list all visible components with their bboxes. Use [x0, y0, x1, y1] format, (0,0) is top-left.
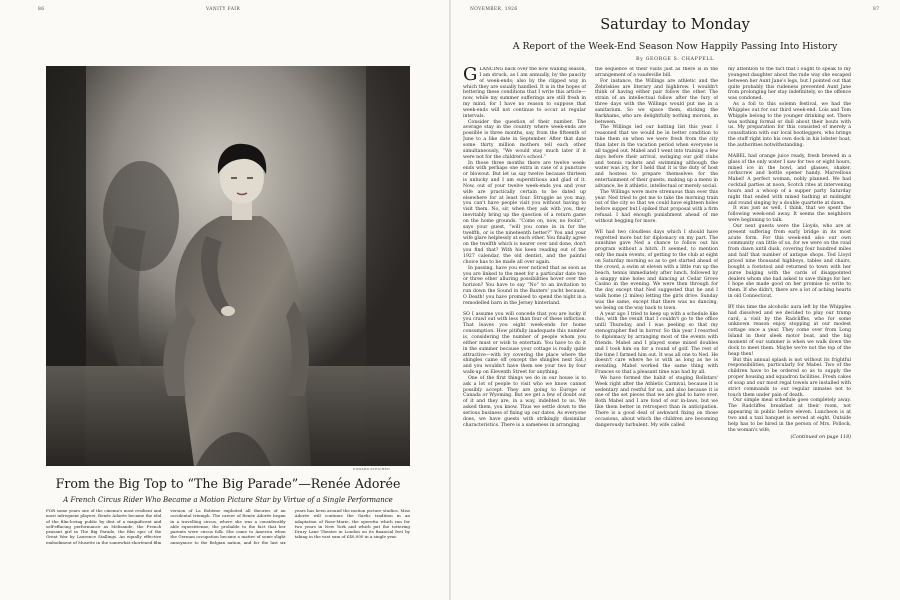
article-title: Saturday to Monday [600, 17, 750, 33]
paragraph: GLANCING back over the now waning season, I am struck, as I am annually, by the paucity of week-ends; also by the clipped way in which they are usually handled. It is in the hopes of bettering these conditions that I write this article—now, while my summer sufferings are still fresh in my mind, for I have no reason to suppose that week-ends will not continue to occur at regular intervals. [463, 67, 586, 119]
paragraph: As a foil to this solemn festival, we had the Whipples out for our third week-end. Lois and Tom Whipple belong to the younger drinking set. There was nothing formal or dull about their bouts with us. My preparation for this consisted of merely a consultation with our local bootleggers, who brings the stuff right into his own dock in his lobster boat, the authorities notwithstanding. [728, 102, 851, 148]
article-subheadline: A French Circus Rider Who Became a Motion Picture Star by Virtue of a Single Performance [63, 496, 393, 504]
paragraph: One of the first things we do in our house is to ask a lot of people to visit who we know cannot possibly accept. They are going to Europe or Canada or Wyoming. But we get a few of doubt out of it and they are, in a way, indebted to us. We asked them, you know. Thus we settle down to the serious business of fixing up our dates. As everyone does, we have guests with strikingly dissimilar characteristics. There is a sameness in arranging [463, 375, 586, 428]
text-column-2 [595, 67, 718, 590]
paragraph: Our simple meal schedule goes completely away. The Radcliffes breakfast at their room, not appearing in public before eleven. Luncheon is at two and a taxi banquet is served at eight. Outside help has to be hired in the person of Mrs. Pollock, the woman's wife, [728, 398, 851, 433]
photo-caption: FOR some years one of the cinema's most resilient and most infrequent players, Renée Adorée became the idol of the film-loving public by dint of a magnificent and self-effacing performance as Melisande, the French peasant girl in The Big Parade, the film epic of the Great War by Laurence Stallings. An equally effective embodiment of Musette in the somewhat shortened film version of La Bohème exploited all theories of an accidental triumph. The career of Renée Adorée began in a travelling circus, where she was a considerably able equestrienne, the probable to the fact that her parents were circus folk. She came to America when the German occupation became a matter of some slight annoyance to the Belgian nation, and for the last six years has been around the motion picture studios. Miss Adorée will continue the Gaelic tradition in an adaptation of Rose-Marie, the operetta which ran for two years in New York and which put the tottering Drury Lane Theatre in London on its financial feet by taking in the vast sum of £40,000 in a single year. [46, 508, 410, 545]
article-subtitle: A Report of the Week-End Season Now Happily Passing Into History [512, 41, 838, 52]
text-column-1 [463, 67, 586, 590]
continued-on-page-link[interactable]: (Continued on page 118) [790, 435, 851, 441]
right-folio-number: 87 [873, 7, 880, 12]
paragraph: In passing, have you ever noticed that as soon as you are linked to the meet for a particular date two or three other alluring possibilities hover over the horizon? You have to say “No” to an invitation to run down the Sound in the Baxters' yacht because, O Death! you have promised to spend the night in a remodelled barn in the Jersey hinterland. [463, 265, 586, 306]
paragraph: MABEL had orange juice ready, fresh brewed in a glass of the only water I saw for two or eight hours, mixed ice in the bowl, and glasses, shaker, corkscrew and bottle opener handy. Marvellous Mabel! A perfect woman, nobly planned. We had cocktail parties at noon, Scotch rites at intervening hours and a whoop of a supper party Saturday night that ended with mixed bathing at midnight and round singing by a double quartette at dawn. [728, 153, 851, 206]
paragraph: BY this time the alcoholic aura left by the Whipples had dissolved and we decided to play our trump card, a visit by the Radcliffes, who for some unknown reason enjoy stopping at our modest cottage once a year. They come over from Long Island in their sleek motor boat, and the big moment of our summer is when we walk down the dock to meet them. Maybe we're not the top of the heap then! [728, 304, 851, 357]
paragraph: It was just as well, I think, that we spent the following week-end away. It seems the neighbors were beginning to talk. [728, 206, 851, 224]
paragraph: Our next guests were the Lloyds, who are at present suffering from early bridge in its most acute form. For this week-end also our own community can little of us, for we were on the road from dawn until dusk, covering four hundred miles and half that number of antique shops. Ted Lloyd priced nine thousand highboys, tables and chairs, bought a footstool and returned to town with her purse bulging with the cards of disappointed dealers whom she had asked to save things for her. I hope she made good on her promise to write to them. If she didn't, there are a lot of aching hearts in old Connecticut. [728, 223, 851, 300]
portrait-photograph [46, 66, 410, 466]
paragraph: We have formed the habit of staging Rollstars' Week right after the Athletic Carnival, because it is sedentary and restful for us, and also because it is one of the set pieces that we are glad to have over. Both Mabel and I are fond of our in-laws, but we like them better in retrospect than in anticipation. There is a good deal of awkward fixing on those occasions, about which the children are becoming dangerously turbulent. My wife called [595, 375, 718, 428]
paragraph: SO I assume you will concede that you are lucky if you crawl out with less than four of these infliction. That leaves you eight week-ends for home consumption. How pitifully inadequate this number is, considering the number of people whom you either must or wish to entertain. You have to do it in the summer because your cottage is really quite attractive—with ivy covering the place where the shingles came off (except the shingles next Sat.) and you wouldn't have them see your two by four walk-up on Eleventh Street for anything. [463, 311, 586, 376]
article-headline: From the Big Top to “The Big Parade”—Renée Adorée [55, 476, 401, 491]
paragraph: The Willings led our batting list this year. I reasoned that we would be in better condition to take them on when we were fresh from the city than later in the vacation period when everyone is all tagged out. Mabel and I went into training a few days before their arrival, swinging our golf clubs and tennis rackets and swimming although the water was icy, for I held that it is the duty of host and hostess to prepare themselves for the entertainment of their guests, making up a menu in advance, be it athletic, intellectual or merely social. [595, 125, 718, 189]
paragraph: In those three months there are twelve week-ends with perhaps one extra in case of a puncture or blowout. But let us say twelve because thirteen is unlucky and I am superstitious and glad of it. Now, out of your twelve week-ends you and your wife are practically certain to be dated up elsewhere for at least four. Struggle as you may, you can't have people visit you without having to visit them. No, sir, when they ask with you, they inevitably bring up the question of a return game on the home grounds. “Come on, now, no foolin'”, says your guest, “will you come in in for the twelfth, or is the nineteenth better?” You and your wife glare helplessly at each other. You finally agree on the twelfth which is nearer over and done, don't you find that? With his keen reading out of the 1927 calendar, the old dentist, and the painful choice has to be made all over again. [463, 160, 586, 265]
right-page [450, 0, 900, 600]
paragraph: the sequence of their visits just as there is in the arrangement of a vaudeville bill. [595, 67, 718, 78]
drop-cap: G [463, 67, 478, 85]
photo-credit: EDWARD STEICHEN [353, 467, 390, 471]
paragraph: A year ago I tried to keep up with a schedule like this, with the result that I couldn't go to the office until Thursday, and I was peeling so that my stenographer fled in horror. So this year I resorted to diplomacy by arranging most of the events with friends. Mabel and I played some mixed doubles and I took him on for a round of golf. The rest of the time I farmed him out. It was all one to Ned. He doesn't care where he is with as long as he is sweating. Mabel worked the same thing with Frances so that a pleasant time was had by all. [595, 311, 718, 376]
paragraph: For instance, the Willings are athletic and the Zebriskies are literary and highbrow. I wouldn't think of having either pair follow the other. The strain of an intellectual follow after the fury of three days with the Willings would put me in a sanitarium. So we space them, sticking the Barkhams, who are delightfully nothing morons, in between. [595, 78, 718, 125]
paragraph: The Willings were more strenuous than ever this year. Ned tried to get me to take the morning train out of the city so that we could have eighteen holes before supper but I spiked that proposal with a firm refusal. I had enough punishment ahead of me without begging for more. [595, 189, 718, 224]
paragraph: Consider the question of their number. The average stay in the country where week-ends are possible is three months, say, from the fifteenth of June to a like date in September. After that date some thirty million mothers tell each other simultaneously, “We would stay much later if it were not for the children's school.” [463, 119, 586, 160]
paragraph: But this annual splash is not without its frightful responsibilities, particularly for Mabel. Two of the children have to be ordered so as to supply the proper housing and squadron facilities. Fresh cakes of soap and our most regal towels are installed with strict commands to our regular inmates not to touch them under pain of death. [728, 357, 851, 398]
paragraph: my attention to the fact that I ought to speak to my youngest daughter about the rude way she escaped between her Aunt Jane's legs, but I pointed out that quite probably this rudeness prevented Aunt Jane from prolonging her stay indefinitely, so the offence was condoned. [728, 67, 851, 102]
article-byline: By GEORGE S. CHAPPELL [636, 57, 714, 62]
portrait-image [46, 66, 410, 466]
right-folio-date: NOVEMBER, 1926 [470, 7, 518, 12]
left-folio-title: VANITY FAIR [206, 7, 241, 12]
text-column-3 [728, 67, 851, 590]
paragraph: WE had two cloudless days which I should have regretted more but for diplomacy on my part. The sunshine gave Ned a chance to follow out his program without a hitch. It seemed, to mention only the main events, of getting to the club at eight on Saturday morning so as to get started ahead of the crowd, a swim at eleven with a little run up the beach, tennis immediately after lunch, followed by a snappy nine holes and dancing at Cedar Grove Casino in the evening. We were then through for the day except that Ned suggested that he and I walk home (2 miles) letting the girls drive. Sunday was the same, except that there was no dancing, we being on the way back to town. [595, 229, 718, 311]
left-folio-number: 86 [38, 7, 45, 12]
